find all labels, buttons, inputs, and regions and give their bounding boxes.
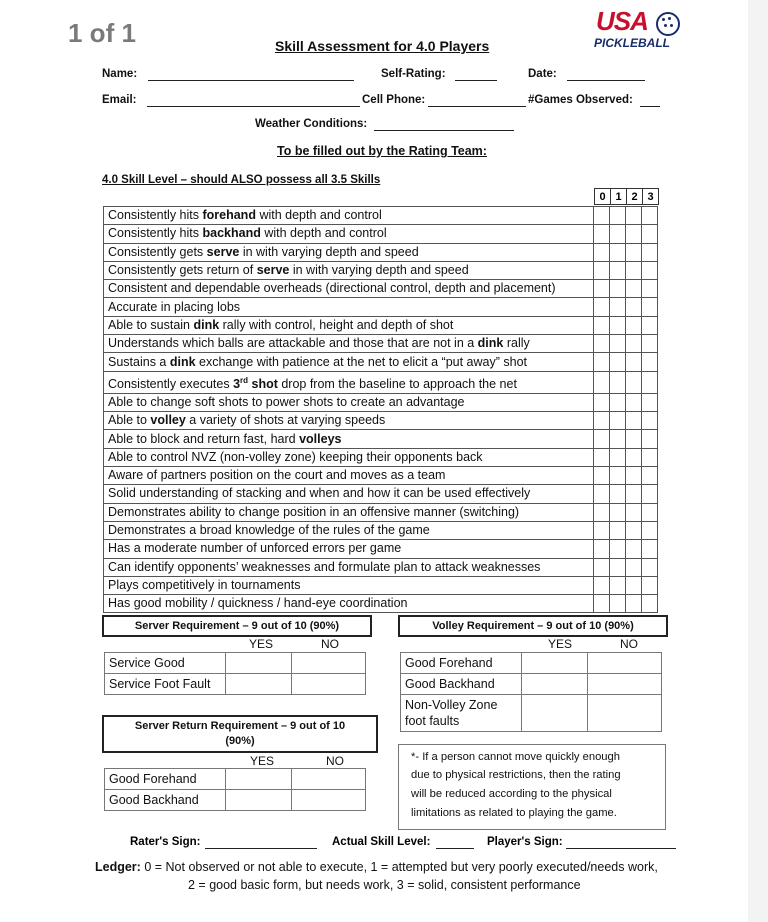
score-cell-0[interactable] bbox=[594, 393, 610, 411]
return-yes-header: YES bbox=[250, 754, 275, 768]
volley-no-cell[interactable] bbox=[588, 653, 662, 674]
score-cell-1[interactable] bbox=[610, 298, 626, 316]
skill-keyword: dink bbox=[477, 336, 504, 351]
cell-phone-field[interactable] bbox=[428, 106, 526, 107]
skill-text: with depth and control bbox=[255, 208, 382, 223]
skill-text: Understands which balls are attackable and those that are not in a bbox=[108, 336, 478, 351]
actual-skill-field[interactable] bbox=[436, 848, 474, 849]
skill-description bbox=[104, 430, 594, 448]
name-label: Name: bbox=[102, 68, 138, 80]
skill-text: Consistently executes bbox=[108, 376, 234, 391]
return-yes-cell[interactable] bbox=[226, 769, 292, 790]
table-row bbox=[104, 225, 658, 243]
score-header-2: 2 bbox=[627, 189, 643, 205]
score-cell-2[interactable] bbox=[626, 207, 642, 225]
table-row bbox=[401, 695, 662, 732]
skill-description bbox=[104, 243, 594, 261]
score-cell-2[interactable] bbox=[626, 243, 642, 261]
table-row bbox=[401, 674, 662, 695]
players-sign-label: Player's Sign: bbox=[487, 836, 563, 848]
skill-description bbox=[104, 298, 594, 316]
raters-sign-field[interactable] bbox=[205, 848, 317, 849]
score-cell-2[interactable] bbox=[626, 225, 642, 243]
score-cell-0[interactable] bbox=[594, 207, 610, 225]
table-row bbox=[401, 653, 662, 674]
volley-yes-cell[interactable] bbox=[522, 674, 588, 695]
score-cell-3[interactable] bbox=[642, 393, 658, 411]
score-cell-3[interactable] bbox=[642, 353, 658, 371]
score-cell-1[interactable] bbox=[610, 280, 626, 298]
score-cell-2[interactable] bbox=[626, 595, 642, 613]
table-row bbox=[104, 353, 658, 371]
server-yes-header: YES bbox=[249, 637, 274, 651]
score-cell-2[interactable] bbox=[626, 521, 642, 539]
score-cell-0[interactable] bbox=[594, 540, 610, 558]
score-cell-3[interactable] bbox=[642, 316, 658, 334]
table-row bbox=[104, 558, 658, 576]
skill-description bbox=[104, 448, 594, 466]
skill-text: Able to change soft shots to power shots to create an advantage bbox=[108, 394, 465, 409]
score-cell-0[interactable] bbox=[594, 430, 610, 448]
score-cell-0[interactable] bbox=[594, 261, 610, 279]
actual-skill-label: Actual Skill Level: bbox=[332, 836, 431, 848]
score-cell-0[interactable] bbox=[594, 503, 610, 521]
score-header-1: 1 bbox=[611, 189, 627, 205]
usa-pickleball-logo bbox=[594, 6, 686, 54]
score-cell-2[interactable] bbox=[626, 576, 642, 594]
weather-label: Weather Conditions: bbox=[255, 118, 368, 130]
skill-keyword: dink bbox=[193, 317, 220, 332]
skill-text: Plays competitively in tournaments bbox=[108, 577, 301, 592]
score-header-3: 3 bbox=[643, 189, 659, 205]
skill-keyword: volleys bbox=[299, 431, 342, 446]
server-yes-cell[interactable] bbox=[226, 674, 292, 695]
skill-text: Able to control NVZ (non-volley zone) keeping their opponents back bbox=[108, 449, 483, 464]
skill-keyword: forehand bbox=[202, 208, 256, 223]
volley-requirement-table bbox=[400, 652, 662, 732]
score-cell-1[interactable] bbox=[610, 430, 626, 448]
skill-keyword: serve bbox=[206, 244, 240, 259]
table-row bbox=[104, 595, 658, 613]
table-row bbox=[105, 653, 366, 674]
skill-text: Consistently hits bbox=[108, 226, 203, 241]
score-cell-0[interactable] bbox=[594, 521, 610, 539]
date-field[interactable] bbox=[567, 80, 645, 81]
server-no-cell[interactable] bbox=[292, 674, 366, 695]
volley-yes-cell[interactable] bbox=[522, 695, 588, 732]
skill-text: Able to block and return fast, hard bbox=[108, 431, 300, 446]
volley-row-label-line2: foot faults bbox=[405, 714, 460, 728]
skills-table bbox=[103, 206, 658, 613]
skill-description bbox=[104, 521, 594, 539]
score-cell-3[interactable] bbox=[642, 521, 658, 539]
table-row bbox=[104, 207, 658, 225]
score-cell-1[interactable] bbox=[610, 353, 626, 371]
table-row bbox=[105, 674, 366, 695]
server-row-label: Service Foot Fault bbox=[105, 674, 226, 695]
score-cell-2[interactable] bbox=[626, 540, 642, 558]
score-cell-2[interactable] bbox=[626, 448, 642, 466]
name-field[interactable] bbox=[148, 80, 354, 81]
server-no-cell[interactable] bbox=[292, 653, 366, 674]
table-row bbox=[104, 540, 658, 558]
skill-text: Able to sustain bbox=[108, 317, 194, 332]
skill-text: drop from the baseline to approach the net bbox=[277, 376, 517, 391]
skill-description bbox=[104, 485, 594, 503]
score-cell-1[interactable] bbox=[610, 412, 626, 430]
skill-text: in with varying depth and speed bbox=[239, 244, 419, 259]
volley-no-cell[interactable] bbox=[588, 674, 662, 695]
games-observed-label: #Games Observed: bbox=[528, 94, 633, 106]
skill-keyword: volley bbox=[150, 413, 186, 428]
table-row bbox=[104, 371, 658, 393]
page-count: 1 of 1 bbox=[68, 18, 136, 48]
score-cell-2[interactable] bbox=[626, 412, 642, 430]
skill-description bbox=[104, 576, 594, 594]
score-cell-2[interactable] bbox=[626, 558, 642, 576]
table-row bbox=[104, 261, 658, 279]
score-cell-1[interactable] bbox=[610, 393, 626, 411]
score-cell-3[interactable] bbox=[642, 335, 658, 353]
skill-text: Sustains a bbox=[108, 354, 170, 369]
table-row bbox=[104, 521, 658, 539]
volley-row-label-line1: Non-Volley Zone bbox=[405, 698, 498, 712]
raters-sign-label: Rater's Sign: bbox=[130, 836, 201, 848]
form-title: Skill Assessment for 4.0 Players bbox=[275, 38, 490, 54]
score-cell-0[interactable] bbox=[594, 467, 610, 485]
players-sign-field[interactable] bbox=[566, 848, 676, 849]
skill-description bbox=[104, 280, 594, 298]
score-cell-0[interactable] bbox=[594, 335, 610, 353]
skill-text: a variety of shots at varying speeds bbox=[185, 413, 386, 428]
skill-text: Able to bbox=[108, 413, 151, 428]
volley-yes-cell[interactable] bbox=[522, 653, 588, 674]
score-cell-2[interactable] bbox=[626, 280, 642, 298]
note-line-4: limitations as related to playing the game. bbox=[411, 807, 617, 819]
return-no-cell[interactable] bbox=[292, 769, 366, 790]
score-cell-1[interactable] bbox=[610, 316, 626, 334]
table-row bbox=[104, 576, 658, 594]
skill-text: Demonstrates ability to change position in an offensive manner (switching) bbox=[108, 504, 520, 519]
score-cell-3[interactable] bbox=[642, 261, 658, 279]
email-label: Email: bbox=[102, 94, 137, 106]
ledger-line-1 bbox=[95, 860, 658, 874]
skill-text: Has a moderate number of unforced errors per game bbox=[108, 541, 402, 556]
score-cell-3[interactable] bbox=[642, 503, 658, 521]
skill-description bbox=[104, 558, 594, 576]
score-cell-0[interactable] bbox=[594, 448, 610, 466]
return-row-label: Good Forehand bbox=[105, 769, 226, 790]
skill-text: Consistently gets return of bbox=[108, 263, 257, 278]
score-cell-0[interactable] bbox=[594, 595, 610, 613]
self-rating-label: Self-Rating: bbox=[381, 68, 446, 80]
score-cell-3[interactable] bbox=[642, 576, 658, 594]
score-cell-2[interactable] bbox=[626, 467, 642, 485]
score-cell-1[interactable] bbox=[610, 467, 626, 485]
score-cell-1[interactable] bbox=[610, 540, 626, 558]
score-header bbox=[594, 188, 659, 205]
score-cell-1[interactable] bbox=[610, 371, 626, 393]
score-cell-0[interactable] bbox=[594, 371, 610, 393]
volley-yes-header: YES bbox=[548, 637, 573, 651]
score-cell-1[interactable] bbox=[610, 207, 626, 225]
return-requirement-table bbox=[104, 768, 366, 811]
score-cell-0[interactable] bbox=[594, 316, 610, 334]
date-label: Date: bbox=[528, 68, 557, 80]
server-requirement-table bbox=[104, 652, 366, 695]
table-row bbox=[104, 448, 658, 466]
skill-keyword: dink bbox=[169, 354, 196, 369]
note-line-3: will be reduced according to the physical bbox=[411, 788, 612, 800]
score-cell-3[interactable] bbox=[642, 467, 658, 485]
games-observed-field[interactable] bbox=[640, 106, 660, 107]
score-cell-1[interactable] bbox=[610, 335, 626, 353]
score-cell-0[interactable] bbox=[594, 280, 610, 298]
score-cell-1[interactable] bbox=[610, 243, 626, 261]
score-cell-2[interactable] bbox=[626, 371, 642, 393]
rating-team-heading: To be filled out by the Rating Team: bbox=[277, 144, 487, 158]
score-cell-1[interactable] bbox=[610, 521, 626, 539]
score-cell-0[interactable] bbox=[594, 225, 610, 243]
skill-description bbox=[104, 225, 594, 243]
cell-phone-label: Cell Phone: bbox=[362, 94, 426, 106]
score-cell-1[interactable] bbox=[610, 448, 626, 466]
skill-description bbox=[104, 595, 594, 613]
volley-requirement-title: Volley Requirement – 9 out of 10 (90%) bbox=[398, 615, 668, 637]
table-row bbox=[105, 790, 366, 811]
score-cell-1[interactable] bbox=[610, 225, 626, 243]
skill-text: Solid understanding of stacking and when and how it can be used effectively bbox=[108, 486, 531, 501]
score-cell-2[interactable] bbox=[626, 353, 642, 371]
server-no-header: NO bbox=[321, 637, 339, 651]
table-row bbox=[104, 280, 658, 298]
skill-text: Consistent and dependable overheads (directional control, depth and placement) bbox=[108, 281, 556, 296]
return-title-line2: (90%) bbox=[225, 735, 255, 747]
return-row-label: Good Backhand bbox=[105, 790, 226, 811]
score-cell-3[interactable] bbox=[642, 558, 658, 576]
score-cell-1[interactable] bbox=[610, 503, 626, 521]
skill-text: with depth and control bbox=[260, 226, 387, 241]
skill-description bbox=[104, 540, 594, 558]
skill-description bbox=[104, 261, 594, 279]
skill-description bbox=[104, 316, 594, 334]
skill-text: Has good mobility / quickness / hand-eye coordination bbox=[108, 596, 408, 611]
volley-row-label: Good Forehand bbox=[401, 653, 522, 674]
score-header-0: 0 bbox=[595, 189, 611, 205]
table-row bbox=[104, 485, 658, 503]
skill-keyword: 3rd shot bbox=[233, 375, 278, 391]
skill-text: Accurate in placing lobs bbox=[108, 299, 241, 314]
server-yes-cell[interactable] bbox=[226, 653, 292, 674]
table-row bbox=[104, 503, 658, 521]
score-cell-1[interactable] bbox=[610, 595, 626, 613]
score-cell-3[interactable] bbox=[642, 540, 658, 558]
score-cell-0[interactable] bbox=[594, 243, 610, 261]
skill-description bbox=[104, 207, 594, 225]
table-row bbox=[104, 243, 658, 261]
server-requirement-title: Server Requirement – 9 out of 10 (90%) bbox=[102, 615, 372, 637]
score-cell-0[interactable] bbox=[594, 353, 610, 371]
skill-text: exchange with patience at the net to elicit a “put away” shot bbox=[195, 354, 527, 369]
table-row bbox=[104, 467, 658, 485]
return-no-header: NO bbox=[326, 754, 344, 768]
score-cell-3[interactable] bbox=[642, 207, 658, 225]
score-cell-0[interactable] bbox=[594, 485, 610, 503]
score-cell-0[interactable] bbox=[594, 558, 610, 576]
note-line-1: *- If a person cannot move quickly enough bbox=[411, 751, 620, 763]
ledger-label: Ledger: bbox=[95, 860, 141, 874]
skill-description bbox=[104, 371, 594, 393]
score-cell-0[interactable] bbox=[594, 298, 610, 316]
score-cell-2[interactable] bbox=[626, 430, 642, 448]
return-yes-cell[interactable] bbox=[226, 790, 292, 811]
ledger-line-2: 2 = good basic form, but needs work, 3 = solid, consistent performance bbox=[188, 878, 581, 892]
volley-no-header: NO bbox=[620, 637, 638, 651]
skill-text: Demonstrates a broad knowledge of the rules of the game bbox=[108, 523, 430, 538]
table-row bbox=[104, 393, 658, 411]
score-cell-3[interactable] bbox=[642, 225, 658, 243]
score-cell-3[interactable] bbox=[642, 430, 658, 448]
self-rating-field[interactable] bbox=[455, 80, 497, 81]
return-title-line1: Server Return Requirement – 9 out of 10 bbox=[134, 720, 346, 732]
skill-description bbox=[104, 335, 594, 353]
score-cell-2[interactable] bbox=[626, 393, 642, 411]
score-cell-3[interactable] bbox=[642, 280, 658, 298]
score-cell-0[interactable] bbox=[594, 576, 610, 594]
table-row bbox=[104, 412, 658, 430]
score-cell-3[interactable] bbox=[642, 595, 658, 613]
volley-row-label: Good Backhand bbox=[401, 674, 522, 695]
score-cell-3[interactable] bbox=[642, 371, 658, 393]
score-cell-2[interactable] bbox=[626, 316, 642, 334]
return-requirement-title bbox=[102, 715, 378, 753]
skill-description bbox=[104, 503, 594, 521]
table-row bbox=[105, 769, 366, 790]
note-line-2: due to physical restrictions, then the rating bbox=[411, 769, 621, 781]
score-cell-2[interactable] bbox=[626, 335, 642, 353]
skill-text: rally bbox=[503, 336, 530, 351]
skill-section-heading: 4.0 Skill Level – should ALSO possess all 3.5 Skills bbox=[102, 174, 381, 186]
score-cell-1[interactable] bbox=[610, 485, 626, 503]
skill-text: Consistently gets bbox=[108, 244, 207, 259]
skill-text: Aware of partners position on the court and moves as a team bbox=[108, 468, 446, 483]
table-row bbox=[104, 335, 658, 353]
server-row-label: Service Good bbox=[105, 653, 226, 674]
score-cell-3[interactable] bbox=[642, 243, 658, 261]
skill-keyword: serve bbox=[256, 263, 290, 278]
score-cell-3[interactable] bbox=[642, 448, 658, 466]
mobility-note bbox=[398, 744, 666, 830]
skill-description bbox=[104, 393, 594, 411]
table-row bbox=[104, 430, 658, 448]
volley-row-label bbox=[401, 695, 522, 732]
score-cell-3[interactable] bbox=[642, 485, 658, 503]
table-row bbox=[104, 298, 658, 316]
skill-text: Consistently hits bbox=[108, 208, 203, 223]
skill-description bbox=[104, 353, 594, 371]
score-cell-1[interactable] bbox=[610, 261, 626, 279]
score-cell-1[interactable] bbox=[610, 576, 626, 594]
volley-no-cell[interactable] bbox=[588, 695, 662, 732]
skill-text: in with varying depth and speed bbox=[289, 263, 469, 278]
skill-text: rally with control, height and depth of shot bbox=[219, 317, 454, 332]
table-row bbox=[104, 316, 658, 334]
score-cell-3[interactable] bbox=[642, 298, 658, 316]
skill-keyword: backhand bbox=[202, 226, 261, 241]
pickleball-icon bbox=[656, 12, 680, 36]
logo-usa-text: USA bbox=[596, 6, 648, 36]
email-field[interactable] bbox=[147, 106, 360, 107]
score-cell-2[interactable] bbox=[626, 485, 642, 503]
score-cell-3[interactable] bbox=[642, 412, 658, 430]
skill-description bbox=[104, 467, 594, 485]
score-cell-2[interactable] bbox=[626, 503, 642, 521]
score-cell-2[interactable] bbox=[626, 298, 642, 316]
weather-field[interactable] bbox=[374, 130, 514, 131]
skill-text: Can identify opponents’ weaknesses and formulate plan to attack weaknesses bbox=[108, 559, 541, 574]
logo-pickleball-text: PICKLEBALL bbox=[594, 36, 670, 50]
return-no-cell[interactable] bbox=[292, 790, 366, 811]
score-cell-2[interactable] bbox=[626, 261, 642, 279]
skill-description bbox=[104, 412, 594, 430]
ledger-text-1: 0 = Not observed or not able to execute, 1 = attempted but very poorly executed/needs work, bbox=[144, 860, 658, 874]
score-cell-0[interactable] bbox=[594, 412, 610, 430]
score-cell-1[interactable] bbox=[610, 558, 626, 576]
